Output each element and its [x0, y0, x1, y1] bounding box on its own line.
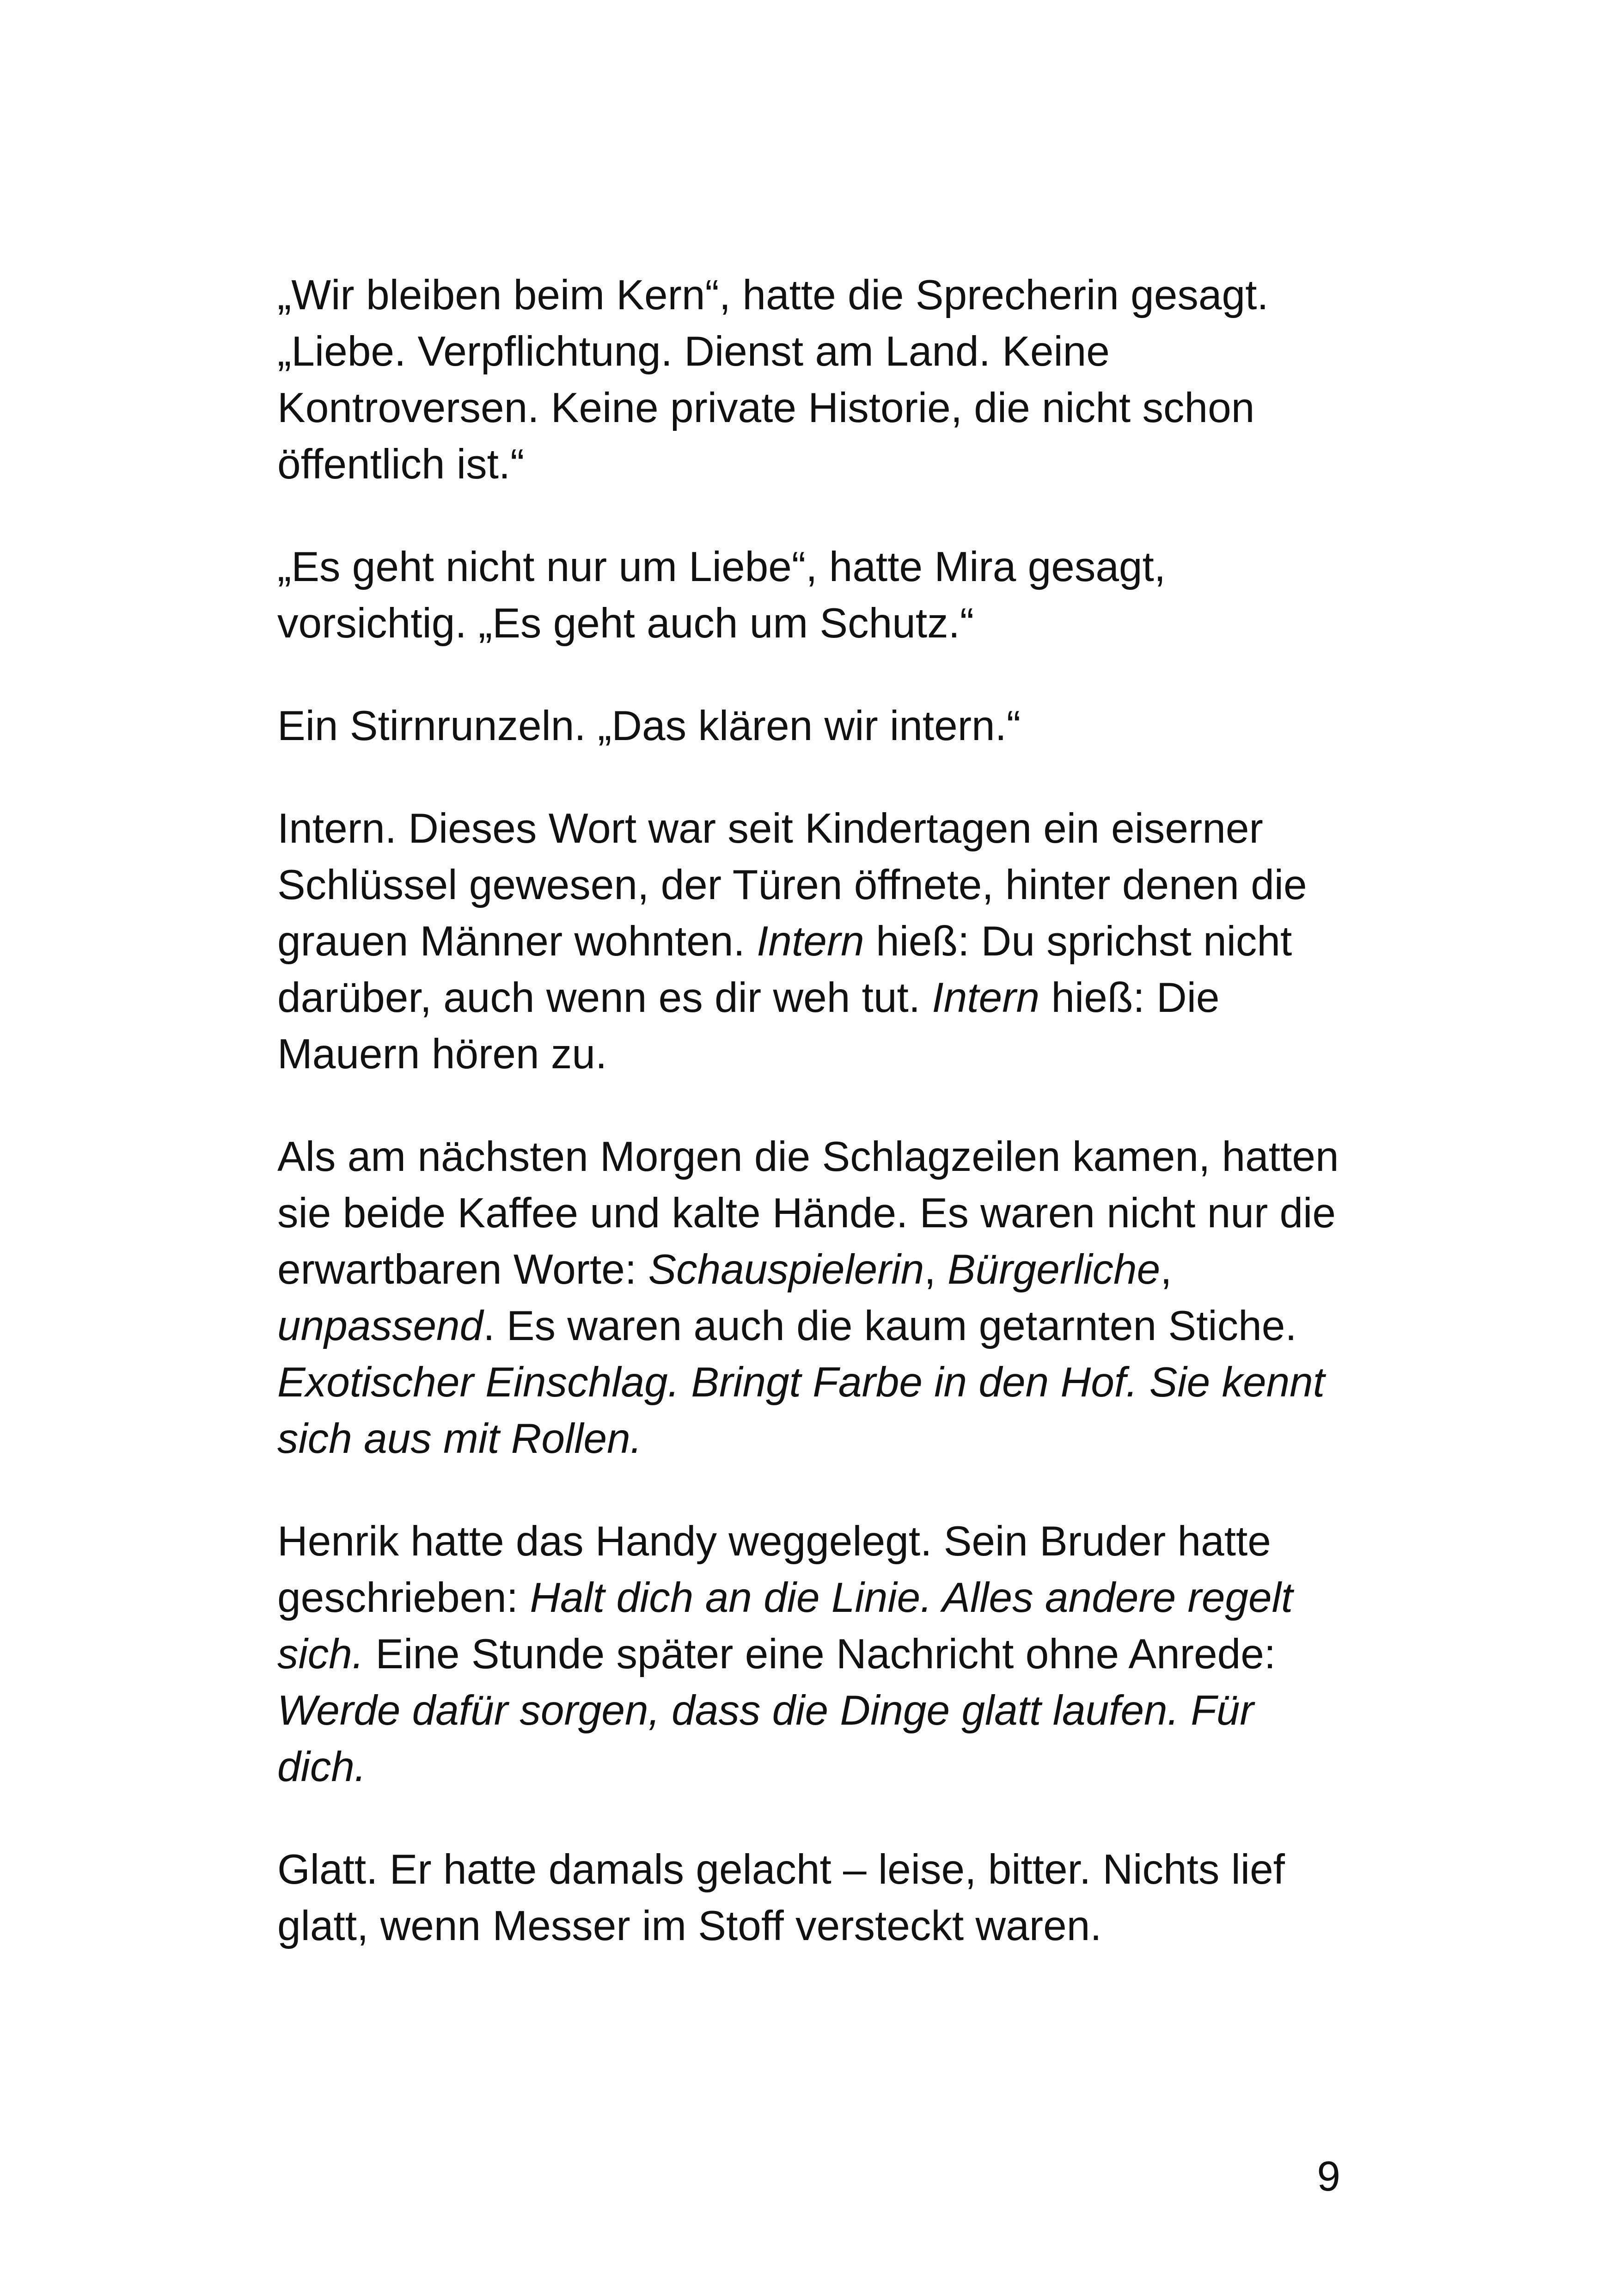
text-segment: . Es waren auch die kaum getarnten Stiche.	[483, 1303, 1308, 1349]
paragraph	[277, 539, 1350, 652]
text-segment: hieß: Du sprichst nicht darüber, auch wenn es dir weh tut.	[277, 918, 1304, 1021]
paragraph	[277, 267, 1350, 493]
paragraph	[277, 801, 1350, 1083]
italic-text: Bürgerliche	[947, 1246, 1161, 1293]
text-segment: ,	[1160, 1246, 1184, 1293]
paragraph	[277, 1842, 1350, 1954]
body-text	[277, 267, 1350, 1954]
paragraph	[277, 1129, 1350, 1467]
text-segment: Als am nächsten Morgen die Schlagzeilen kamen, hatten sie beide Kaffee und kalte Hände. Es waren nicht nur die erwartbaren Worte:	[277, 1133, 1351, 1293]
paragraph	[277, 698, 1350, 754]
text-segment: ,	[924, 1246, 948, 1293]
italic-text: unpassend	[277, 1303, 483, 1349]
page-number: 9	[1317, 2153, 1340, 2200]
text-segment: Eine Stunde später eine Nachricht ohne Anrede:	[364, 1631, 1288, 1678]
paragraph	[277, 1513, 1350, 1795]
italic-text: Intern	[932, 974, 1040, 1021]
italic-text: Schauspielerin	[648, 1246, 924, 1293]
italic-text: Werde dafür sorgen, dass die Dinge glatt laufen. Für dich.	[277, 1687, 1266, 1790]
text-segment: Henrik hatte das Handy weggelegt. Sein Bruder hatte geschrieben:	[277, 1518, 1283, 1621]
text-segment: „Es geht nicht nur um Liebe“, hatte Mira gesagt, vorsichtig. „Es geht auch um Schutz.“	[277, 544, 1178, 647]
italic-text: Halt dich an die Linie. Alles andere regelt sich.	[277, 1574, 1305, 1678]
italic-text: Exotischer Einschlag. Bringt Farbe in den Hof. Sie kennt sich aus mit Rollen.	[277, 1359, 1337, 1462]
text-segment: Intern. Dieses Wort war seit Kindertagen ein eiserner Schlüssel gewesen, der Türen öffnete, hinter denen die grauen Männer wohnten.	[277, 805, 1319, 965]
text-segment: „Wir bleiben beim Kern“, hatte die Sprecherin gesagt. „Liebe. Verpflichtung. Dienst am Land. Keine Kontroversen. Keine private Historie, die nicht schon öffentlich ist.“	[277, 272, 1280, 488]
italic-text: Intern	[757, 918, 864, 965]
text-segment: hieß: Die Mauern hören zu.	[277, 974, 1231, 1078]
text-segment: Glatt. Er hatte damals gelacht – leise, bitter. Nichts lief glatt, wenn Messer im Stoff versteckt waren.	[277, 1846, 1297, 1949]
text-segment: Ein Stirnrunzeln. „Das klären wir intern.“	[277, 703, 1021, 749]
